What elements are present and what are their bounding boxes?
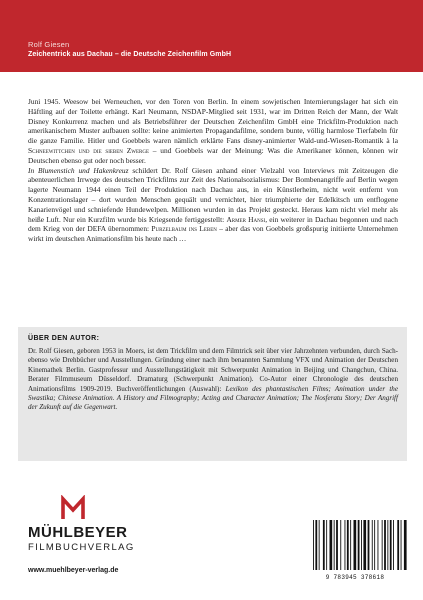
author-bio: Dr. Rolf Giesen, geboren 1953 in Moers, ist dem Trickfilm und dem Filmtrick seit über vier Jahrzehnten verbunden, durch Sach- ebenso wie Drehbücher und Ausstellungen. Gründung einer nach ihm benannten Sammlung VFX und Animation der Deutschen Kinemathek Berlin. Gastprofessur und Ausstellungstätigkeit mit Schwerpunkt Animation in Beijing und Changchun, China. Berater Filmmuseum Düsseldorf. Dramaturg (Schwerpunkt Animation). Co-Autor einer Chronologie des deutschen Animationsfilms 1909-2019. Buchveröffentlichungen (Auswahl): Lexikon des phantastischen Films; Animation under the Swastika; Chinese Animation. A History and Filmography; Acting and Character Animation; The Nosferatu Story; Der Angriff der Zukunft auf die Gegenwart. xyxy=(28,347,398,412)
author-heading: ÜBER DEN AUTOR: xyxy=(28,335,100,342)
cover-author: Rolf Giesen xyxy=(28,40,70,49)
blurb-text xyxy=(28,97,398,244)
publisher-subtitle: FILMBUCHVERLAG xyxy=(28,542,135,553)
blurb-paragraph-2: In Blumenstich und Hakenkreuz schildert Dr. Rolf Giesen anhand einer Vielzahl von Interviews mit Zeitzeugen die abenteuerlichen Irrwege des deutschen Trickfilms zur Zeit des Nationalsozialismus: Der Bombenangriffe auf Berlin wegen lagerte Neumann 1944 einen Teil der Produktion nach Dachau aus, in ein Künstlerheim, nicht weit entfernt von Konzentrationslager – dort wurden Menschen gequält und vernichtet, hier triumphierte der Edelkitsch um entflogene Kanarienvögel und schniefende Hundewelpen. Millionen wurden in das Projekt gesteckt. Heraus kam nicht viel mehr als heiße Luft. Nur ein Kurzfilm wurde bis Kriegsende fertiggestellt: Armer Hansi, ein weiterer in Dachau begonnen und nach dem Krieg von der DEFA übernommen: Purzelbaum ins Leben – aber das von Goebbels großspurig initiierte Unternehmen wirkt im deutschen Animationsfilm bis heute nach … xyxy=(28,165,398,244)
book-title: Zeichentrick aus Dachau – die Deutsche Zeichenfilm GmbH xyxy=(28,51,232,58)
m-logo-icon xyxy=(60,495,86,521)
header-band xyxy=(0,0,423,72)
publisher-name: MÜHLBEYER xyxy=(28,524,128,541)
barcode-icon xyxy=(311,520,408,572)
publisher-url: www.muehlbeyer-verlag.de xyxy=(28,567,119,574)
isbn-number: 9 783945 378618 xyxy=(325,574,385,581)
blurb-paragraph-1: Juni 1945. Weesow bei Werneuchen, vor den Toren von Berlin. In einem sowjetischen Internierungslager hat sich ein Häftling auf der Toilette erhängt. Karl Neumann, NSDAP-Mitglied seit 1931, war im Dritten Reich der Mann, der Walt Disney Konkurrenz machen und als Betriebsführer der Deutschen Zeichenfilm GmbH eine Trickfilm-Produktion nach amerikanischem Muster aufbauen sollte: keine animierten Propagandafilme, sondern bunte, völlig harmlose Tierfabeln für die ganze Familie. Hitler und Goebbels waren nämlich erklärte Fans disney-animierter Wald-und-Wiesen-Romantik à la Schneewittchen und die sieben Zwerge – und Goebbels war der Meinung: Was die Amerikaner können, können wir Deutschen ebenso gut oder noch besser. xyxy=(28,97,398,165)
